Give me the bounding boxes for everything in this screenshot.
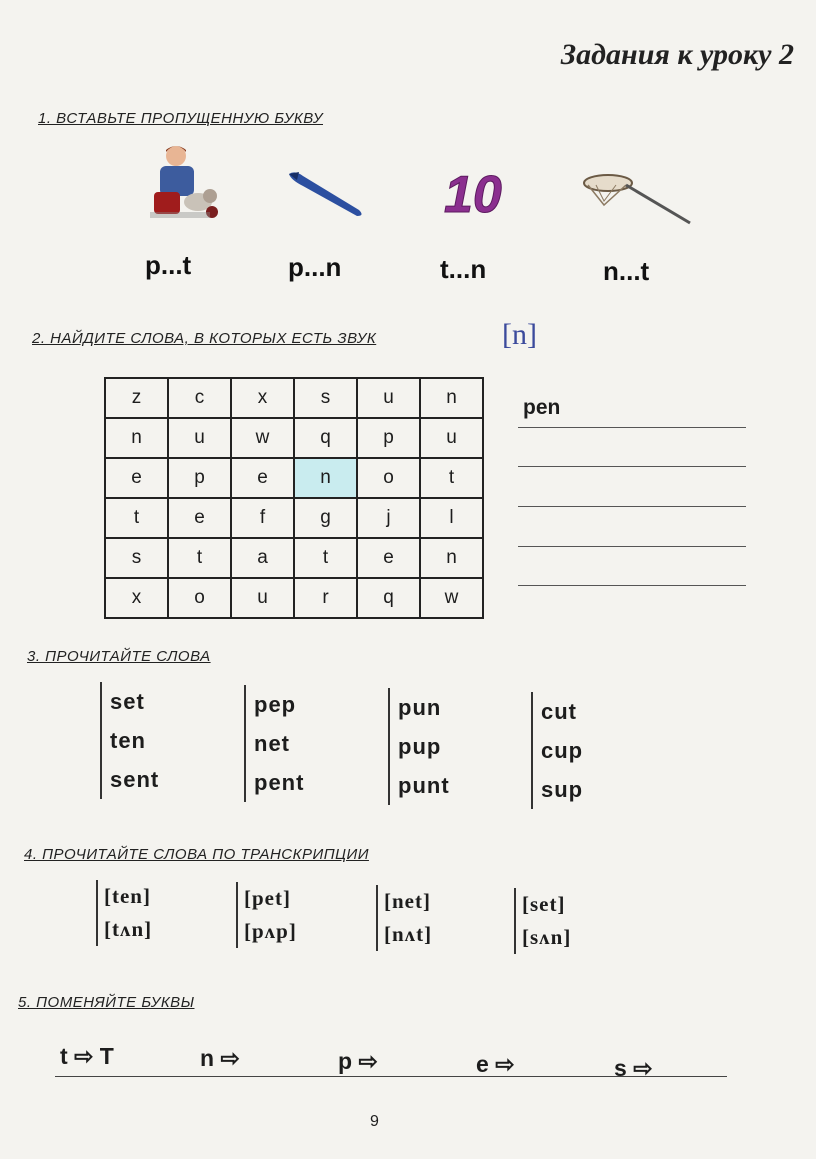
task1-heading: 1. ВСТАВЬТЕ ПРОПУЩЕННУЮ БУКВУ: [38, 110, 323, 127]
word: cup: [541, 738, 584, 763]
transcription-column-2: [236, 882, 297, 948]
arrow-right-icon: ⇨: [358, 1048, 378, 1074]
grid-cell[interactable]: g: [294, 498, 357, 538]
transcription: [pʌp]: [244, 919, 297, 943]
grid-cell[interactable]: u: [168, 418, 231, 458]
arrow-right-icon: ⇨: [633, 1055, 653, 1081]
grid-cell[interactable]: t: [105, 498, 168, 538]
grid-cell[interactable]: s: [105, 538, 168, 578]
transcription-column-3: [376, 885, 432, 951]
letter-change-3: [338, 1048, 378, 1075]
letter-from: t: [60, 1043, 68, 1069]
page-number: 9: [370, 1113, 379, 1130]
arrow-right-icon: ⇨: [74, 1043, 94, 1069]
transcription-column-1: [96, 880, 152, 946]
answer-line-1[interactable]: [518, 427, 746, 428]
letter-from: s: [614, 1055, 627, 1081]
word: pun: [398, 695, 442, 720]
arrow-right-icon: ⇨: [220, 1045, 240, 1071]
word-column-3: [388, 688, 450, 805]
transcription: [nʌt]: [384, 922, 433, 946]
grid-cell[interactable]: o: [168, 578, 231, 618]
word-column-2: [244, 685, 304, 802]
letter-change-5: [614, 1055, 652, 1082]
pen-icon: [285, 168, 367, 220]
grid-cell[interactable]: t: [168, 538, 231, 578]
butterfly-net-icon: [582, 165, 694, 227]
grid-cell[interactable]: w: [420, 578, 483, 618]
letter-from: p: [338, 1048, 353, 1074]
grid-cell[interactable]: n: [420, 538, 483, 578]
word: net: [254, 731, 290, 756]
grid-cell[interactable]: a: [231, 538, 294, 578]
word: sent: [110, 767, 160, 792]
letter-change-4: [476, 1051, 514, 1078]
letter-change-2: [200, 1045, 240, 1072]
grid-cell[interactable]: f: [231, 498, 294, 538]
transcription: [set]: [522, 892, 566, 916]
word: pep: [254, 692, 297, 717]
answer-line-5[interactable]: [518, 585, 746, 586]
gap-word-1: p...t: [145, 250, 192, 280]
word-column-4: [531, 692, 583, 809]
grid-cell[interactable]: u: [420, 418, 483, 458]
word-column-1: [100, 682, 159, 799]
transcription: [net]: [384, 889, 431, 913]
grid-cell[interactable]: x: [231, 378, 294, 418]
arrow-right-icon: ⇨: [495, 1051, 515, 1077]
task4-heading: 4. ПРОЧИТАЙТЕ СЛОВА ПО ТРАНСКРИПЦИИ: [24, 846, 369, 863]
grid-cell[interactable]: c: [168, 378, 231, 418]
grid-cell[interactable]: x: [105, 578, 168, 618]
answer-word-1: pen: [523, 396, 561, 419]
number-ten-label: 10: [444, 166, 502, 218]
transcription: [sʌn]: [522, 925, 572, 949]
task5-heading: 5. ПОМЕНЯЙТЕ БУКВЫ: [18, 994, 195, 1011]
grid-cell[interactable]: e: [168, 498, 231, 538]
grid-cell[interactable]: p: [168, 458, 231, 498]
grid-cell[interactable]: u: [357, 378, 420, 418]
word: ten: [110, 728, 146, 753]
transcription: [tʌn]: [104, 917, 153, 941]
grid-cell[interactable]: e: [231, 458, 294, 498]
grid-cell[interactable]: p: [357, 418, 420, 458]
word: punt: [398, 773, 450, 798]
grid-cell[interactable]: w: [231, 418, 294, 458]
word: pup: [398, 734, 442, 759]
answer-line-4[interactable]: [518, 546, 746, 547]
grid-cell[interactable]: s: [294, 378, 357, 418]
grid-cell[interactable]: u: [231, 578, 294, 618]
gap-word-4: n...t: [603, 256, 650, 286]
word: set: [110, 689, 145, 714]
letter-from: e: [476, 1051, 489, 1077]
grid-cell[interactable]: l: [420, 498, 483, 538]
grid-cell[interactable]: z: [105, 378, 168, 418]
boy-with-dog-icon: [146, 140, 224, 226]
transcription: [pet]: [244, 886, 291, 910]
grid-cell[interactable]: e: [105, 458, 168, 498]
grid-cell[interactable]: n: [105, 418, 168, 458]
page-title: Задания к уроку 2: [560, 38, 794, 71]
grid-cell[interactable]: q: [357, 578, 420, 618]
task3-heading: 3. ПРОЧИТАЙТЕ СЛОВА: [27, 648, 211, 665]
sound-symbol: [n]: [502, 318, 537, 351]
letter-grid: [104, 377, 484, 619]
answer-baseline[interactable]: [55, 1076, 727, 1077]
grid-cell-highlighted[interactable]: n: [294, 458, 357, 498]
grid-cell[interactable]: t: [294, 538, 357, 578]
grid-cell[interactable]: o: [357, 458, 420, 498]
transcription-column-4: [514, 888, 571, 954]
grid-cell[interactable]: e: [357, 538, 420, 578]
grid-cell[interactable]: n: [420, 378, 483, 418]
word: sup: [541, 777, 584, 802]
transcription: [ten]: [104, 884, 151, 908]
number-ten-icon: [442, 160, 502, 218]
grid-cell[interactable]: r: [294, 578, 357, 618]
letter-to: T: [99, 1043, 114, 1069]
answer-line-2[interactable]: [518, 466, 746, 467]
word: pent: [254, 770, 305, 795]
gap-word-2: p...n: [288, 252, 342, 282]
answer-line-3[interactable]: [518, 506, 746, 507]
letter-from: n: [200, 1045, 215, 1071]
word: cut: [541, 699, 577, 724]
gap-word-3: t...n: [440, 254, 487, 284]
letter-change-1: [60, 1043, 114, 1070]
task2-heading: 2. НАЙДИТЕ СЛОВА, В КОТОРЫХ ЕСТЬ ЗВУК: [32, 330, 377, 347]
grid-cell[interactable]: t: [420, 458, 483, 498]
grid-cell[interactable]: j: [357, 498, 420, 538]
grid-cell[interactable]: q: [294, 418, 357, 458]
